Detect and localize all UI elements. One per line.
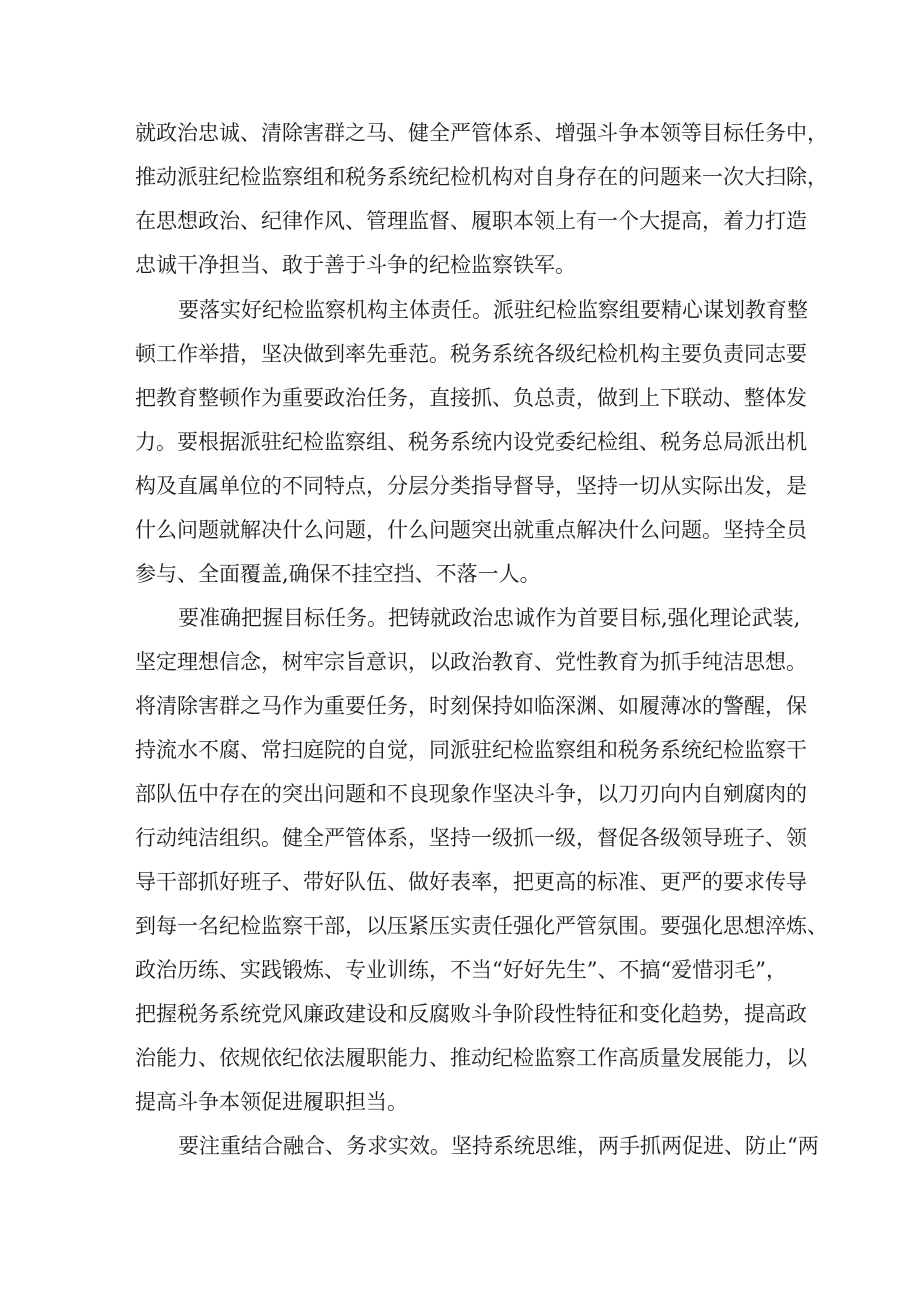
paragraph-2-line-1: 要落实好纪检监察机构主体责任。派驻纪检监察组要精心谋划教育整 [178,298,808,322]
paragraph-1-line-2: 推动派驻纪检监察组和税务系统纪检机构对自身存在的问题来一次大扫除， [135,165,828,189]
paragraph-3-line-2: 坚定理想信念，树牢宗旨意识，以政治教育、党性教育为抓手纯洁思想。 [135,650,807,674]
paragraph-2-line-7: 参与、全面覆盖,确保不挂空挡、不落一人。 [135,562,541,586]
paragraph-3-line-5: 部队伍中存在的突出问题和不良现象作坚决斗争，以刀刃向内自剜腐肉的 [135,782,807,806]
paragraph-3-line-11: 治能力、依规依纪依法履职能力、推动纪检监察工作高质量发展能力，以 [135,1046,807,1070]
paragraph-3-line-6: 行动纯洁组织。健全严管体系，坚持一级抓一级，督促各级领导班子、领 [135,826,807,850]
paragraph-2-line-2: 顿工作举措，坚决做到率先垂范。税务系统各级纪检机构主要负责同志要 [135,342,807,366]
paragraph-2-line-6: 什么问题就解决什么问题，什么问题突出就重点解决什么问题。坚持全员 [135,518,807,542]
paragraph-3-line-4: 持流水不腐、常扫庭院的自觉，同派驻纪检监察组和税务系统纪检监察干 [135,738,807,762]
paragraph-3-line-3: 将清除害群之马作为重要任务，时刻保持如临深渊、如履薄冰的警醒，保 [135,694,807,718]
paragraph-3-line-12: 提高斗争本领促进履职担当。 [135,1090,408,1114]
paragraph-3-line-8: 到每一名纪检监察干部，以压紧压实责任强化严管氛围。要强化思想淬炼、 [135,914,828,938]
paragraph-3-line-7: 导干部抓好班子、带好队伍、做好表率，把更高的标准、更严的要求传导 [135,870,807,894]
paragraph-4-line-1: 要注重结合融合、务求实效。坚持系统思维，两手抓两促进、防止“两 [178,1134,819,1158]
paragraph-1-line-1: 就政治忠诚、清除害群之马、健全严管体系、增强斗争本领等目标任务中， [135,121,828,145]
paragraph-1-line-3: 在思想政治、纪律作风、管理监督、履职本领上有一个大提高，着力打造 [135,209,807,233]
paragraph-3-line-1: 要准确把握目标任务。把铸就政治忠诚作为首要目标,强化理论武装, [178,606,801,630]
paragraph-1-line-4: 忠诚干净担当、敢于善于斗争的纪检监察铁军。 [135,253,576,277]
paragraph-2-line-5: 构及直属单位的不同特点，分层分类指导督导，坚持一切从实际出发，是 [135,474,807,498]
paragraph-2-line-4: 力。要根据派驻纪检监察组、税务系统内设党委纪检组、税务总局派出机 [135,430,807,454]
paragraph-3-line-10: 把握税务系统党风廉政建设和反腐败斗争阶段性特征和变化趋势，提高政 [135,1002,807,1026]
paragraph-2-line-3: 把教育整顿作为重要政治任务，直接抓、负总责，做到上下联动、整体发 [135,386,807,410]
paragraph-3-line-9: 政治历练、实践锻炼、专业训练，不当“好好先生”、不搞“爱惜羽毛”， [135,958,787,982]
